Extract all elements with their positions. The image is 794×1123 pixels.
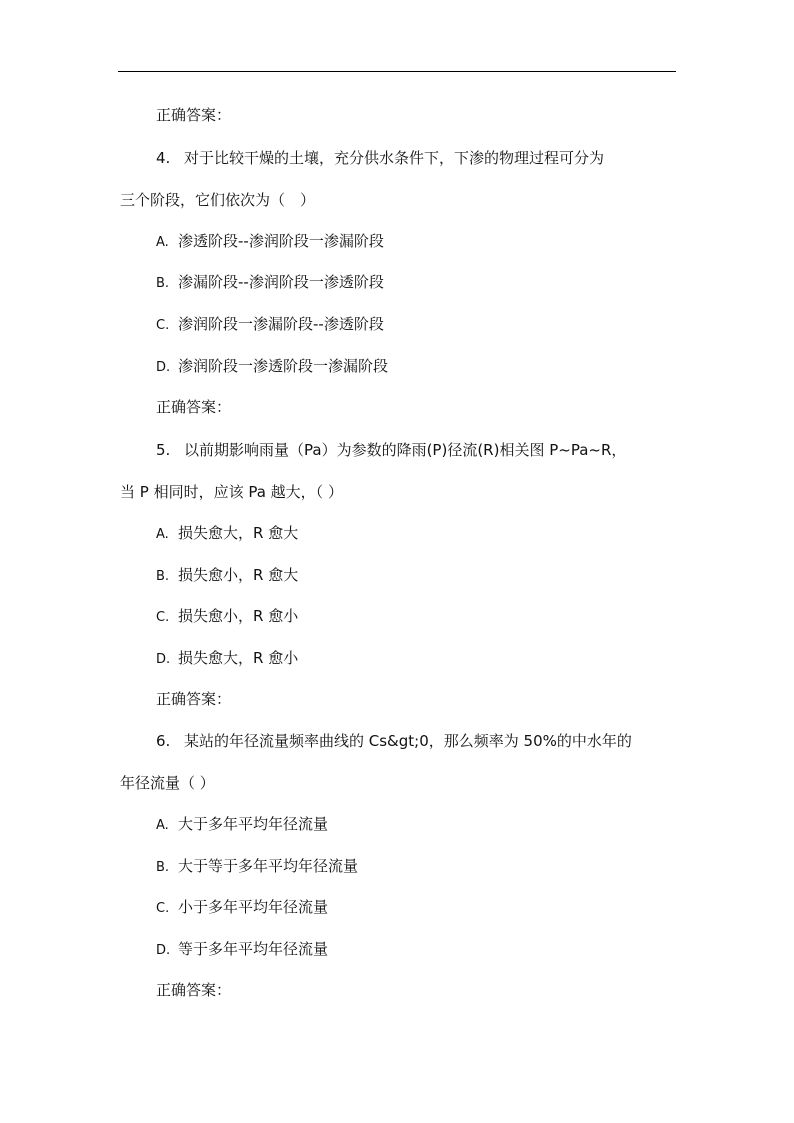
option-text: 大于等于多年平均年径流量 bbox=[178, 857, 359, 875]
answer-label: 正确答案： bbox=[156, 106, 232, 124]
option-4a bbox=[156, 231, 384, 253]
question-6-line1 bbox=[156, 731, 632, 751]
question-5-line2: 当 P 相同时，应该 Pa 越大，（ ） bbox=[120, 483, 343, 501]
question-6-line2: 年径流量（ ） bbox=[120, 774, 215, 792]
answer-label: 正确答案： bbox=[156, 981, 232, 999]
option-letter: C. bbox=[156, 318, 170, 333]
option-letter: C. bbox=[156, 901, 170, 916]
option-text: 渗漏阶段--渗润阶段一渗透阶段 bbox=[178, 273, 384, 291]
option-text: 大于多年平均年径流量 bbox=[178, 815, 329, 833]
question-4-line1 bbox=[156, 148, 604, 168]
option-text: 等于多年平均年径流量 bbox=[178, 940, 329, 958]
option-text: 损失愈大，R 愈小 bbox=[178, 649, 299, 667]
option-letter: D. bbox=[156, 360, 171, 375]
option-6a bbox=[156, 814, 328, 836]
option-letter: B. bbox=[156, 569, 170, 584]
question-number: 4. bbox=[156, 149, 171, 167]
option-6b bbox=[156, 856, 358, 878]
option-letter: B. bbox=[156, 276, 170, 291]
option-4c bbox=[156, 314, 384, 336]
option-4b bbox=[156, 272, 384, 294]
option-6d bbox=[156, 939, 328, 961]
option-text: 损失愈小，R 愈大 bbox=[178, 566, 299, 584]
answer-label: 正确答案： bbox=[156, 690, 232, 708]
question-4-line2: 三个阶段，它们依次为（ ） bbox=[120, 191, 316, 209]
option-5c bbox=[156, 606, 298, 628]
option-text: 小于多年平均年径流量 bbox=[178, 898, 329, 916]
header-rule bbox=[118, 71, 676, 72]
option-5b bbox=[156, 565, 298, 587]
option-letter: A. bbox=[156, 527, 169, 542]
option-6c bbox=[156, 897, 328, 919]
question-text: 某站的年径流量频率曲线的 Cs&gt;0，那么频率为 50%的中水年的 bbox=[184, 732, 632, 750]
question-5-line1 bbox=[156, 440, 626, 460]
option-letter: C. bbox=[156, 610, 170, 625]
option-letter: A. bbox=[156, 235, 169, 250]
option-letter: D. bbox=[156, 943, 171, 958]
answer-label: 正确答案： bbox=[156, 398, 232, 416]
question-number: 5. bbox=[156, 441, 171, 459]
option-text: 损失愈小，R 愈小 bbox=[178, 607, 299, 625]
option-text: 渗润阶段一渗透阶段一渗漏阶段 bbox=[178, 357, 389, 375]
option-5a bbox=[156, 523, 298, 545]
option-4d bbox=[156, 356, 388, 378]
option-text: 损失愈大，R 愈大 bbox=[178, 524, 299, 542]
option-5d bbox=[156, 648, 298, 670]
option-letter: D. bbox=[156, 652, 171, 667]
option-letter: B. bbox=[156, 860, 170, 875]
option-letter: A. bbox=[156, 818, 169, 833]
option-text: 渗润阶段一渗漏阶段--渗透阶段 bbox=[178, 315, 384, 333]
option-text: 渗透阶段--渗润阶段一渗漏阶段 bbox=[178, 232, 384, 250]
question-number: 6. bbox=[156, 732, 171, 750]
question-text: 对于比较干燥的土壤，充分供水条件下，下渗的物理过程可分为 bbox=[184, 149, 605, 167]
question-text: 以前期影响雨量（Pa）为参数的降雨(P)径流(R)相关图 P~Pa~R， bbox=[184, 441, 627, 459]
